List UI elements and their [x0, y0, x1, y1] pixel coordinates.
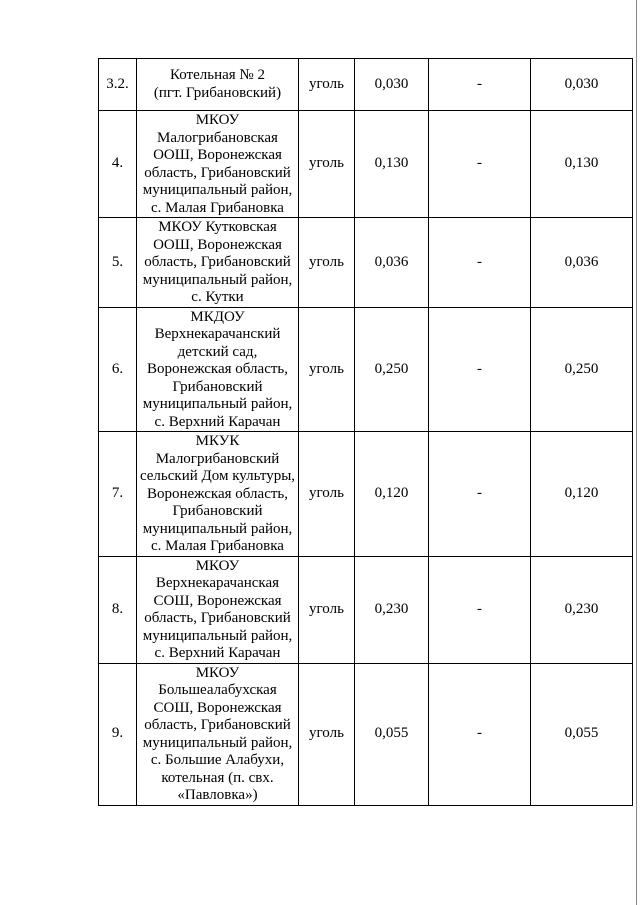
organization-cell: [137, 432, 299, 557]
fuel-type-cell: уголь: [299, 218, 355, 308]
organization-name-line: муниципальный район,: [142, 520, 293, 537]
organization-name-line: МКОУ: [195, 557, 240, 574]
organization-name-line: СОШ, Воронежская: [153, 699, 282, 716]
organization-cell: [137, 218, 299, 308]
organization-name-line: Малогрибановский: [155, 450, 280, 467]
fuel-type-cell: уголь: [299, 111, 355, 218]
table-row: [99, 59, 633, 111]
organization-name-line: муниципальный район,: [142, 396, 293, 412]
table-row: [99, 307, 633, 432]
organization-name-line: область, Грибановский: [144, 254, 291, 270]
organization-name-line: с. Верхний Карачан: [154, 645, 281, 661]
table-row: [99, 663, 633, 805]
value3-cell: 0,120: [531, 432, 633, 557]
organization-name-line: МКОУ Кутковская: [158, 219, 277, 235]
organization-name-line: Воронежская область,: [146, 485, 288, 502]
organization-cell: [137, 556, 299, 663]
value2-cell: -: [429, 59, 531, 111]
value2-cell: -: [429, 218, 531, 308]
value1-cell: 0,120: [355, 432, 429, 557]
value2-cell: -: [429, 111, 531, 218]
organization-name-line: «Павловка»): [177, 787, 258, 803]
value1-cell: 0,230: [355, 556, 429, 663]
organization-name-line: ООШ, Воронежская: [153, 236, 282, 253]
organization-name-line: Верхнекарачанская: [155, 575, 280, 591]
fuel-type-cell: уголь: [299, 663, 355, 805]
table-row: [99, 556, 633, 663]
organization-name-line: МКОУ: [195, 664, 240, 681]
organization-name-line: котельная (п. свх.: [161, 769, 274, 786]
table-row: [99, 218, 633, 308]
value3-cell: 0,130: [531, 111, 633, 218]
value2-cell: -: [429, 556, 531, 663]
organization-name-line: МКУК: [195, 433, 240, 449]
value3-cell: 0,030: [531, 59, 633, 111]
organization-name-line: Малогрибановская: [157, 129, 278, 146]
value1-cell: 0,250: [355, 307, 429, 432]
organization-name-line: область, Грибановский: [144, 717, 291, 733]
fuel-type-cell: уголь: [299, 59, 355, 111]
organization-name-line: Грибановский: [172, 503, 263, 519]
organization-name-line: ООШ, Воронежская: [153, 147, 282, 163]
fuel-table: [98, 58, 633, 806]
organization-name-line: с. Малая Грибановка: [151, 199, 284, 216]
value1-cell: 0,036: [355, 218, 429, 308]
value2-cell: -: [429, 663, 531, 805]
row-number-cell: 8.: [99, 556, 137, 663]
organization-name-line: МКДОУ: [190, 308, 245, 325]
value2-cell: -: [429, 432, 531, 557]
fuel-type-cell: уголь: [299, 556, 355, 663]
organization-name-line: с. Большие Алабухи,: [150, 752, 285, 768]
organization-name-line: область, Грибановский: [144, 610, 291, 626]
organization-name-line: СОШ, Воронежская: [153, 592, 282, 609]
fuel-type-cell: уголь: [299, 307, 355, 432]
organization-name-line: Воронежская область,: [146, 361, 288, 377]
organization-name-line: сельский Дом культуры,: [139, 468, 296, 484]
row-number-cell: 4.: [99, 111, 137, 218]
organization-name-line: муниципальный район,: [142, 734, 293, 751]
organization-cell: [137, 111, 299, 218]
organization-name-line: область, Грибановский: [144, 164, 291, 181]
row-number-cell: 5.: [99, 218, 137, 308]
value1-cell: 0,055: [355, 663, 429, 805]
organization-cell: [137, 59, 299, 111]
value1-cell: 0,130: [355, 111, 429, 218]
organization-name-line: Верхнекарачанский: [154, 326, 281, 342]
value2-cell: -: [429, 307, 531, 432]
organization-name-line: муниципальный район,: [142, 182, 293, 198]
row-number-cell: 7.: [99, 432, 137, 557]
organization-name-line: муниципальный район,: [142, 627, 293, 644]
row-number-cell: 3.2.: [99, 59, 137, 111]
organization-cell: [137, 307, 299, 432]
value3-cell: 0,036: [531, 218, 633, 308]
organization-cell: [137, 663, 299, 805]
table-row: [99, 432, 633, 557]
value3-cell: 0,055: [531, 663, 633, 805]
organization-name-line: муниципальный район,: [142, 271, 293, 288]
page-edge: [636, 0, 637, 905]
organization-name-line: Большеалабухская: [158, 682, 277, 698]
organization-name-line: (пгт. Грибановский): [153, 84, 282, 101]
value1-cell: 0,030: [355, 59, 429, 111]
value3-cell: 0,250: [531, 307, 633, 432]
organization-name-line: с. Верхний Карачан: [154, 413, 281, 430]
organization-name-line: детский сад,: [177, 343, 258, 360]
value3-cell: 0,230: [531, 556, 633, 663]
organization-name-line: с. Кутки: [191, 289, 244, 305]
organization-name-line: Котельная № 2: [170, 67, 265, 83]
row-number-cell: 9.: [99, 663, 137, 805]
row-number-cell: 6.: [99, 307, 137, 432]
organization-name-line: Грибановский: [172, 378, 263, 395]
organization-name-line: с. Малая Грибановка: [151, 538, 284, 554]
organization-name-line: МКОУ: [195, 112, 240, 128]
fuel-type-cell: уголь: [299, 432, 355, 557]
table-row: [99, 111, 633, 218]
